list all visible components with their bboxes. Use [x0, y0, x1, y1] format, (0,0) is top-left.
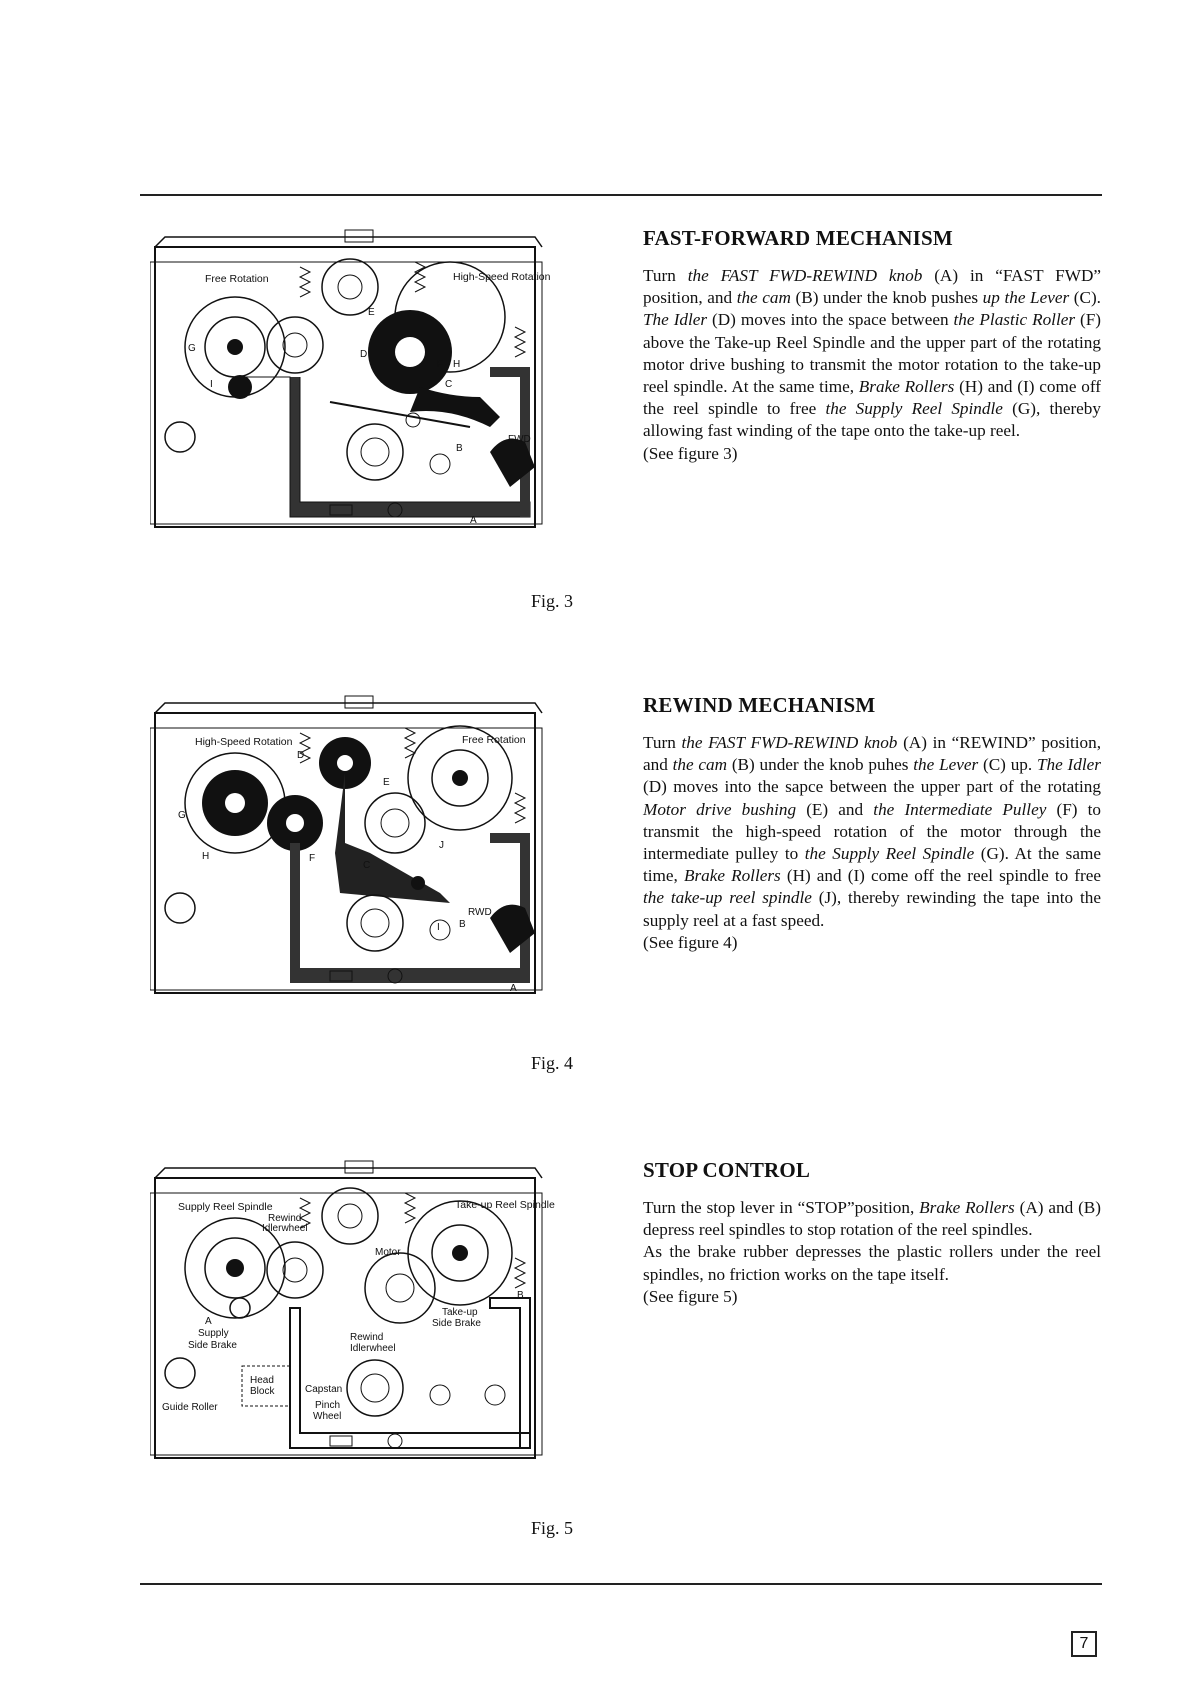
fig5-part-rewind: Rewind — [268, 1213, 302, 1224]
see-figure: (See figure 3) — [643, 443, 738, 463]
fig4-left-label: High-Speed Rotation — [195, 736, 293, 748]
rewind-section — [643, 693, 1101, 954]
figure-3-diagram — [150, 227, 590, 557]
fig5-part-supply: Supply — [198, 1328, 229, 1339]
section-body: Turn the FAST FWD-REWIND knob (A) in “FAST FWD” position, and the cam (B) under the knob pushes up the Lever (C). The Idler (D) moves into the space between the Plastic Roller (F) above the Take-up Reel Spindle and the upper part of the rotating motor drive bushing to transmit the motor rotation to the take-up reel spindle. At the same time, Brake Rollers (H) and (I) come off the reel spindle to free the Supply Reel Spindle (G), thereby allowing fast winding of the tape onto the take-up reel. — [643, 266, 1101, 441]
fig4-right-label: Free Rotation — [462, 734, 526, 746]
figure-4-diagram — [150, 693, 590, 1023]
fig5-part-supply-brake: Side Brake — [188, 1340, 237, 1351]
fig5-part-pinch: Pinch — [315, 1400, 341, 1411]
figure-5-diagram — [150, 1158, 590, 1488]
fig5-marker-a: A — [205, 1316, 212, 1327]
fast-forward-section — [643, 226, 1101, 465]
fig5-part-capstan: Capstan — [305, 1384, 343, 1395]
fig4-marker-d: D — [297, 750, 305, 761]
section-body-2: As the brake rubber depresses the plastic rollers under the reel spindles, no friction works on the tape itself. — [643, 1242, 1101, 1284]
fig3-marker-d: D — [360, 349, 368, 360]
fig3-marker-c: C — [445, 379, 453, 390]
fig5-right-label: Take-up Reel Spindle — [455, 1199, 555, 1211]
figure-4-caption: Fig. 4 — [531, 1053, 574, 1073]
figure-3-caption: Fig. 3 — [531, 591, 574, 611]
section-title: FAST-FORWARD MECHANISM — [643, 226, 953, 250]
fig5-marker-b: B — [517, 1290, 524, 1301]
fig3-left-label: Free Rotation — [205, 273, 269, 285]
fig4-marker-j: J — [439, 840, 444, 851]
figure-5-caption: Fig. 5 — [531, 1518, 574, 1538]
fig5-part-wheel: Wheel — [313, 1411, 342, 1422]
fig3-marker-i: I — [210, 379, 213, 390]
section-body: Turn the stop lever in “STOP”position, Brake Rollers (A) and (B) depress reel spindles to stop rotation of the reel spindles. — [643, 1198, 1101, 1240]
fig3-right-label: High-Speed Rotation — [453, 271, 551, 283]
fig4-marker-h: H — [202, 851, 210, 862]
page-number: 7 — [1071, 1631, 1097, 1657]
fig3-marker-f: F — [437, 359, 444, 370]
fig5-part-takeup-brake: Side Brake — [432, 1318, 481, 1329]
section-title: REWIND MECHANISM — [643, 693, 876, 717]
fig4-marker-e: E — [383, 777, 390, 788]
fig3-marker-e: E — [368, 307, 375, 318]
fig4-marker-a: A — [510, 983, 517, 994]
fig5-part-rewind2: Rewind — [350, 1332, 384, 1343]
fig5-part-takeup: Take-up — [442, 1307, 478, 1318]
top-rule — [140, 194, 1102, 196]
bottom-rule — [140, 1583, 1102, 1585]
fig4-marker-rwd: RWD — [468, 907, 492, 918]
fig5-part-motor: Motor — [375, 1247, 401, 1258]
fig3-marker-h: H — [453, 359, 461, 370]
fig5-svg — [150, 1158, 590, 1488]
section-title: STOP CONTROL — [643, 1158, 811, 1182]
fig5-part-idlerwheel: Idlerwheel — [262, 1223, 308, 1234]
fig4-marker-g: G — [178, 810, 186, 821]
fig4-marker-i: I — [437, 922, 440, 933]
section-body: Turn the FAST FWD-REWIND knob (A) in “REWIND” position, and the cam (B) under the knob puhes the Lever (C) up. The Idler (D) moves into the sapce between the upper part of the rotating Motor drive bushing (E) and the Intermediate Pulley (F) to transmit the high-speed rotation of the motor through the intermediate pulley to the Supply Reel Spindle (G). At the same time, Brake Rollers (H) and (I) come off the reel spindle to free the take-up reel spindle (J), thereby rewinding the tape into the supply reel at a fast speed. — [643, 733, 1102, 930]
fig5-part-block: Block — [250, 1386, 275, 1397]
fig4-svg — [150, 693, 590, 1023]
fig4-marker-c: C — [363, 860, 371, 871]
see-figure: (See figure 4) — [643, 932, 738, 952]
fig3-marker-a: A — [470, 515, 477, 526]
fig5-part-head: Head — [250, 1375, 274, 1386]
fig3-marker-b: B — [456, 443, 463, 454]
stop-control-section — [643, 1158, 1101, 1308]
fig3-svg — [150, 227, 590, 557]
fig5-left-label: Supply Reel Spindle — [178, 1201, 273, 1213]
fig5-part-idlerwheel2: Idlerwheel — [350, 1343, 396, 1354]
fig4-marker-b: B — [459, 919, 466, 930]
fig3-marker-g: G — [188, 343, 196, 354]
fig4-marker-f: F — [309, 853, 316, 864]
fig3-marker-fwd: FWD — [508, 434, 531, 445]
see-figure: (See figure 5) — [643, 1286, 738, 1306]
fig5-part-guide-roller: Guide Roller — [162, 1402, 218, 1413]
